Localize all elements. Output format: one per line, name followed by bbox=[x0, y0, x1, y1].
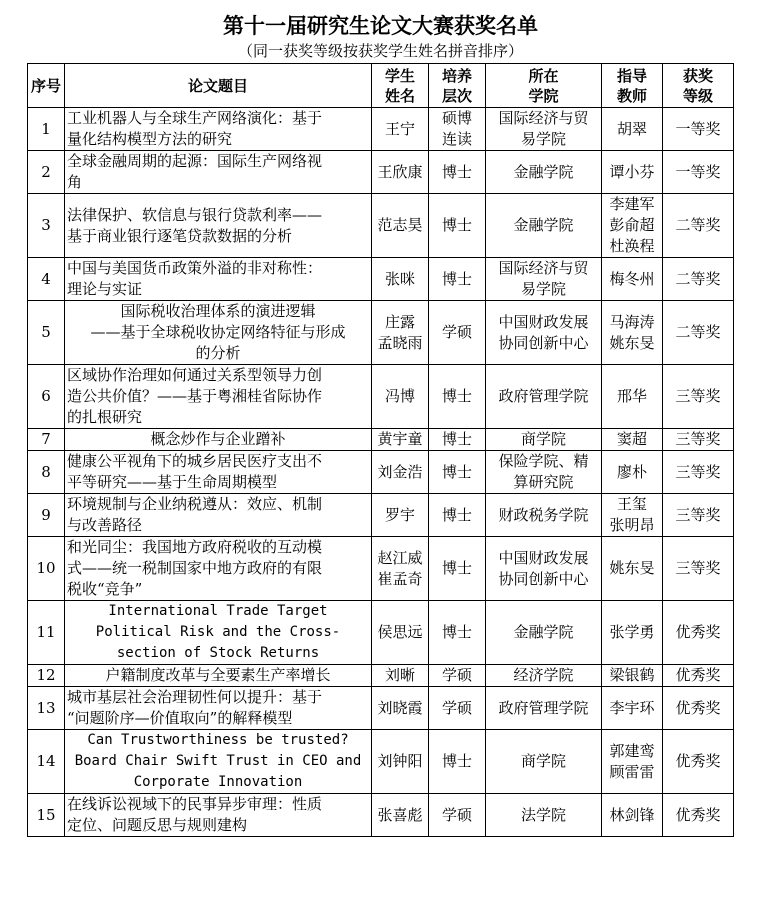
row-advisor: 王玺 张明昂 bbox=[602, 494, 663, 537]
page-title: 第十一届研究生论文大赛获奖名单 bbox=[223, 14, 538, 38]
row-student: 王欣康 bbox=[372, 151, 429, 194]
row-paper-title: 户籍制度改革与全要素生产率增长 bbox=[65, 665, 372, 687]
row-paper-title: 和光同尘：我国地方政府税收的互动模 式——统一税制国家中地方政府的有限 税收“竞争” bbox=[65, 537, 372, 601]
header-student: 学生 姓名 bbox=[372, 64, 429, 108]
row-college: 政府管理学院 bbox=[486, 365, 602, 429]
table-row bbox=[28, 108, 734, 151]
row-award: 一等奖 bbox=[663, 108, 734, 151]
row-award: 优秀奖 bbox=[663, 794, 734, 837]
table-row bbox=[28, 301, 734, 365]
row-college: 财政税务学院 bbox=[486, 494, 602, 537]
row-award: 优秀奖 bbox=[663, 601, 734, 665]
row-paper-title: Can Trustworthiness be trusted? Board Chair Swift Trust in CEO and Corporate Innovation bbox=[65, 730, 372, 794]
table-row bbox=[28, 687, 734, 730]
row-college: 商学院 bbox=[486, 429, 602, 451]
row-level: 博士 bbox=[429, 451, 486, 494]
row-award: 三等奖 bbox=[663, 429, 734, 451]
row-award: 优秀奖 bbox=[663, 665, 734, 687]
row-level: 学硕 bbox=[429, 794, 486, 837]
row-paper-title: 在线诉讼视域下的民事异步审理：性质 定位、问题反思与规则建构 bbox=[65, 794, 372, 837]
row-advisor: 张学勇 bbox=[602, 601, 663, 665]
row-level: 博士 bbox=[429, 730, 486, 794]
row-college: 商学院 bbox=[486, 730, 602, 794]
row-no: 12 bbox=[28, 665, 65, 687]
row-student: 王宁 bbox=[372, 108, 429, 151]
row-advisor: 郭建鸾 顾雷雷 bbox=[602, 730, 663, 794]
row-paper-title: 工业机器人与全球生产网络演化：基于 量化结构模型方法的研究 bbox=[65, 108, 372, 151]
awards-table bbox=[27, 63, 734, 837]
table-row bbox=[28, 494, 734, 537]
row-no: 14 bbox=[28, 730, 65, 794]
row-no: 10 bbox=[28, 537, 65, 601]
row-no: 6 bbox=[28, 365, 65, 429]
table-row bbox=[28, 365, 734, 429]
row-level: 博士 bbox=[429, 194, 486, 258]
row-no: 8 bbox=[28, 451, 65, 494]
row-college: 国际经济与贸 易学院 bbox=[486, 108, 602, 151]
row-college: 国际经济与贸 易学院 bbox=[486, 258, 602, 301]
row-student: 罗宇 bbox=[372, 494, 429, 537]
row-student: 侯思远 bbox=[372, 601, 429, 665]
row-no: 9 bbox=[28, 494, 65, 537]
row-award: 二等奖 bbox=[663, 301, 734, 365]
row-level: 博士 bbox=[429, 151, 486, 194]
row-student: 范志昊 bbox=[372, 194, 429, 258]
header-paper: 论文题目 bbox=[65, 64, 372, 108]
page-subtitle: （同一获奖等级按获奖学生姓名拼音排序） bbox=[237, 42, 523, 60]
row-level: 博士 bbox=[429, 494, 486, 537]
row-paper-title: 环境规制与企业纳税遵从：效应、机制 与改善路径 bbox=[65, 494, 372, 537]
row-paper-title: 健康公平视角下的城乡居民医疗支出不 平等研究——基于生命周期模型 bbox=[65, 451, 372, 494]
row-advisor: 梁银鹤 bbox=[602, 665, 663, 687]
row-paper-title: 区域协作治理如何通过关系型领导力创 造公共价值？——基于粤湘桂省际协作 的扎根研究 bbox=[65, 365, 372, 429]
table-row bbox=[28, 537, 734, 601]
header-advisor: 指导 教师 bbox=[602, 64, 663, 108]
row-award: 二等奖 bbox=[663, 194, 734, 258]
row-advisor: 窦超 bbox=[602, 429, 663, 451]
row-no: 1 bbox=[28, 108, 65, 151]
row-level: 学硕 bbox=[429, 665, 486, 687]
row-paper-title: 中国与美国货币政策外溢的非对称性： 理论与实证 bbox=[65, 258, 372, 301]
row-college: 经济学院 bbox=[486, 665, 602, 687]
row-level: 博士 bbox=[429, 429, 486, 451]
row-no: 15 bbox=[28, 794, 65, 837]
row-level: 博士 bbox=[429, 365, 486, 429]
row-student: 庄露 孟晓雨 bbox=[372, 301, 429, 365]
row-no: 13 bbox=[28, 687, 65, 730]
row-award: 三等奖 bbox=[663, 494, 734, 537]
row-no: 5 bbox=[28, 301, 65, 365]
row-advisor: 马海涛 姚东旻 bbox=[602, 301, 663, 365]
row-student: 张喜彪 bbox=[372, 794, 429, 837]
row-college: 保险学院、精 算研究院 bbox=[486, 451, 602, 494]
row-college: 金融学院 bbox=[486, 601, 602, 665]
row-paper-title: 法律保护、软信息与银行贷款利率—— 基于商业银行逐笔贷款数据的分析 bbox=[65, 194, 372, 258]
table-row bbox=[28, 665, 734, 687]
row-student: 黄宇童 bbox=[372, 429, 429, 451]
row-award: 优秀奖 bbox=[663, 730, 734, 794]
row-paper-title: International Trade Target Political Risk and the Cross- section of Stock Returns bbox=[65, 601, 372, 665]
row-no: 3 bbox=[28, 194, 65, 258]
row-advisor: 李宇环 bbox=[602, 687, 663, 730]
row-paper-title: 国际税收治理体系的演进逻辑 ——基于全球税收协定网络特征与形成 的分析 bbox=[65, 301, 372, 365]
table-row bbox=[28, 601, 734, 665]
header-row bbox=[28, 64, 734, 108]
header-level: 培养 层次 bbox=[429, 64, 486, 108]
row-paper-title: 全球金融周期的起源：国际生产网络视 角 bbox=[65, 151, 372, 194]
table-row bbox=[28, 194, 734, 258]
row-level: 学硕 bbox=[429, 301, 486, 365]
row-college: 法学院 bbox=[486, 794, 602, 837]
row-advisor: 姚东旻 bbox=[602, 537, 663, 601]
row-award: 二等奖 bbox=[663, 258, 734, 301]
row-student: 赵江威 崔孟奇 bbox=[372, 537, 429, 601]
header-no: 序号 bbox=[28, 64, 65, 108]
row-no: 4 bbox=[28, 258, 65, 301]
row-college: 政府管理学院 bbox=[486, 687, 602, 730]
row-no: 7 bbox=[28, 429, 65, 451]
table-row bbox=[28, 730, 734, 794]
table-row bbox=[28, 258, 734, 301]
row-college: 中国财政发展 协同创新中心 bbox=[486, 537, 602, 601]
row-paper-title: 概念炒作与企业蹭补 bbox=[65, 429, 372, 451]
row-no: 11 bbox=[28, 601, 65, 665]
row-student: 冯博 bbox=[372, 365, 429, 429]
row-advisor: 胡翠 bbox=[602, 108, 663, 151]
row-paper-title: 城市基层社会治理韧性何以提升：基于 “问题阶序—价值取向”的解释模型 bbox=[65, 687, 372, 730]
row-award: 一等奖 bbox=[663, 151, 734, 194]
row-student: 刘晓霞 bbox=[372, 687, 429, 730]
row-level: 学硕 bbox=[429, 687, 486, 730]
row-college: 中国财政发展 协同创新中心 bbox=[486, 301, 602, 365]
table-row bbox=[28, 794, 734, 837]
table-row bbox=[28, 429, 734, 451]
row-award: 优秀奖 bbox=[663, 687, 734, 730]
row-level: 博士 bbox=[429, 601, 486, 665]
row-advisor: 邢华 bbox=[602, 365, 663, 429]
row-college: 金融学院 bbox=[486, 151, 602, 194]
row-advisor: 林剑锋 bbox=[602, 794, 663, 837]
table-row bbox=[28, 151, 734, 194]
row-advisor: 谭小芬 bbox=[602, 151, 663, 194]
row-level: 硕博 连读 bbox=[429, 108, 486, 151]
row-college: 金融学院 bbox=[486, 194, 602, 258]
row-award: 三等奖 bbox=[663, 537, 734, 601]
row-advisor: 廖朴 bbox=[602, 451, 663, 494]
row-student: 刘金浩 bbox=[372, 451, 429, 494]
header-college: 所在 学院 bbox=[486, 64, 602, 108]
row-level: 博士 bbox=[429, 537, 486, 601]
row-award: 三等奖 bbox=[663, 451, 734, 494]
table-row bbox=[28, 451, 734, 494]
row-advisor: 李建军 彭俞超 杜涣程 bbox=[602, 194, 663, 258]
row-no: 2 bbox=[28, 151, 65, 194]
row-level: 博士 bbox=[429, 258, 486, 301]
row-student: 刘钟阳 bbox=[372, 730, 429, 794]
row-student: 张咪 bbox=[372, 258, 429, 301]
row-award: 三等奖 bbox=[663, 365, 734, 429]
header-award: 获奖 等级 bbox=[663, 64, 734, 108]
row-advisor: 梅冬州 bbox=[602, 258, 663, 301]
row-student: 刘晰 bbox=[372, 665, 429, 687]
